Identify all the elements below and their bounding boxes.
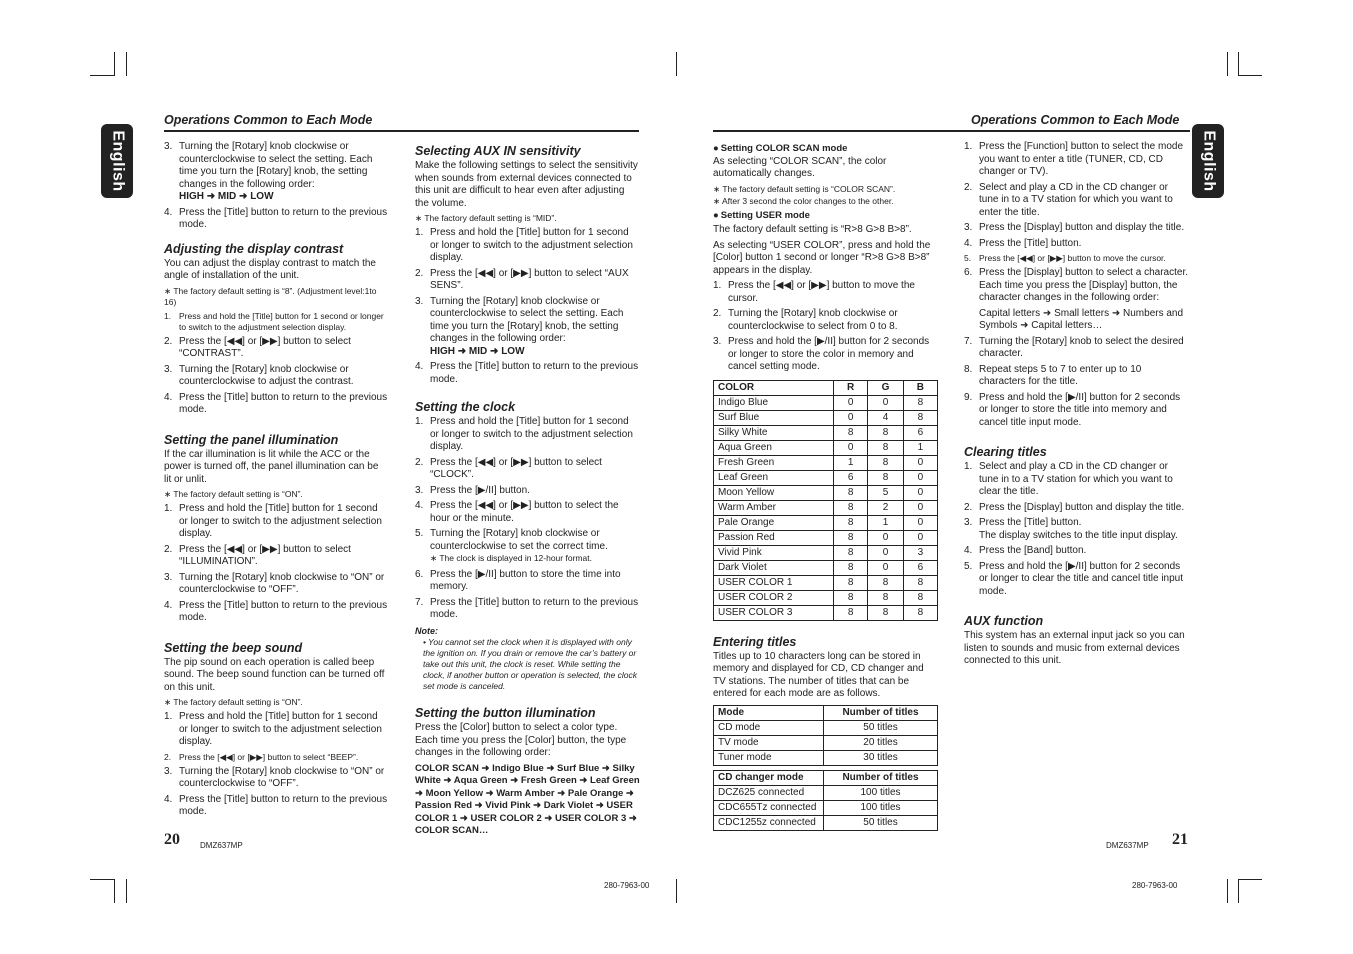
bullet-heading: ● Setting COLOR SCAN mode [713,143,938,156]
list-item: 1. Select and play a CD in the CD changer or tune in to a TV station for which you want to clear the title. [964,461,1173,497]
note: ∗ The factory default setting is “ON”. [164,489,303,499]
table-cell: Pale Orange [714,515,834,530]
note: ∗ The factory default setting is “COLOR SCAN”. [713,183,896,194]
table-cell: Indigo Blue [714,395,834,410]
table-header: COLOR [714,380,834,395]
right-column-1 [713,141,938,831]
list-item: 3. Turning the [Rotary] knob clockwise or counterclockwise to select the setting. Each time you turn the [Rotary] knob, the setting changes in the following order: HIGH ➜ MID ➜ LOW [415,295,624,357]
list-item: 4. Press the [Title] button to return to the previous mode. [415,361,639,385]
part-code: 280-7963-00 [604,881,650,890]
table-cell: 0 [903,485,937,500]
section-heading: Setting the beep sound [164,640,303,655]
list-item: 6. Press the [Display] button to select a character. Each time you press the [Display] button, the character changes in the following order: Capital letters ➜ Small letters ➜ Numbers and Symbols ➜ Capital letters… [964,267,1188,331]
table-cell: 0 [903,470,937,485]
table-cell: 8 [834,515,868,530]
note: ∗ The factory default setting is “8”. (Adjustment level:1to 16) [164,285,377,307]
language-tab: English [101,124,133,198]
list-item: 1. Press and hold the [Title] button for 1 second or longer to switch to the adjustment selection display. [164,310,384,332]
table-cell: 8 [868,470,903,485]
table-row [714,455,938,470]
table-cell: CDC655Tz connected [714,800,824,815]
list-item: 4. Press the [Title] button to return to the previous mode. [164,793,388,817]
list-item: 2. Press the [◀◀] or [▶▶] button to select “ILLUMINATION”. [164,543,351,567]
note-label: Note: [415,625,438,636]
table-header: CD changer mode [714,770,824,785]
paragraph: The pip sound on each operation is called beep sound. The beep sound function can be turned off on this unit. [164,656,385,693]
table-header: B [903,380,937,395]
table-cell: 0 [903,500,937,515]
table-cell: 0 [868,395,903,410]
table-row [714,515,938,530]
table-row [714,750,938,765]
table-cell: 30 titles [824,750,938,765]
table-header: Number of titles [824,705,938,720]
list-item: 7. Turning the [Rotary] knob to select the desired character. [964,335,1184,359]
table-cell: CD mode [714,720,824,735]
table-header: Mode [714,705,824,720]
page-number: 20 [164,831,180,848]
table-cell: 20 titles [824,735,938,750]
section-heading: Setting the clock [415,400,516,414]
header-rule [164,130,639,132]
table-cell: 8 [834,590,868,605]
table-cell: 8 [868,425,903,440]
list-item: 5. Turning the [Rotary] knob clockwise or counterclockwise to set the correct time. ∗ The clock is displayed in 12-hour format. [415,528,608,563]
crop-mark [1238,879,1262,880]
list-item: 2. Turning the [Rotary] knob clockwise or counterclockwise to select from 0 to 8. [713,308,898,332]
section-heading: AUX function [964,614,1044,628]
paragraph: As selecting “COLOR SCAN”, the color automatically changes. [713,155,887,179]
note: ∗ The factory default setting is “MID”. [415,213,557,223]
table-cell: 8 [834,560,868,575]
crop-mark [1227,879,1228,903]
table-cell: USER COLOR 2 [714,590,834,605]
list-item: 4. Press the [Title] button to return to the previous mode. [164,599,388,623]
table-row [714,720,938,735]
table-cell: 8 [903,590,937,605]
list-item: 7. Press the [Title] button to return to the previous mode. [415,596,639,620]
table-cell: 0 [868,560,903,575]
table-cell: 50 titles [824,815,938,830]
list-item: 3. Press the [Display] button and display the title. [964,222,1185,233]
section-heading: Setting the panel illumination [164,432,339,447]
crop-mark [1238,879,1239,903]
list-item: 2. Press the [◀◀] or [▶▶] button to select “CONTRAST”. [164,335,351,359]
crop-mark [114,879,115,903]
table-cell: 1 [834,455,868,470]
table-cell: 8 [834,530,868,545]
table-row [714,530,938,545]
header-rule [713,130,1190,132]
crop-mark [676,879,677,903]
table-cell: USER COLOR 3 [714,605,834,620]
paragraph: Press the [Color] button to select a color type. Each time you press the [Color] button, the type changes in the following order: [415,722,627,758]
changer-table [713,770,938,831]
language-tab: English [1192,124,1224,198]
table-cell: 8 [868,590,903,605]
crop-mark [126,52,127,76]
table-cell: 8 [868,440,903,455]
table-cell: 8 [903,605,937,620]
table-cell: 0 [834,440,868,455]
list-item: 4. Press the [Band] button. [964,545,1087,556]
table-cell: 8 [834,425,868,440]
table-cell: Silky White [714,425,834,440]
crop-mark [676,52,677,76]
list-item: 3. Turning the [Rotary] knob clockwise or counterclockwise to select the setting. Each time you turn the [Rotary] knob, the setting changes in the following order: HIGH ➜ MID ➜ LOW [164,141,373,202]
section-heading: Setting the button illumination [415,706,596,720]
table-row [714,395,938,410]
table-cell: 0 [834,395,868,410]
table-cell: Warm Amber [714,500,834,515]
list-item: 3. Turning the [Rotary] knob clockwise or counterclockwise to adjust the contrast. [164,363,354,387]
paragraph: You can adjust the display contrast to match the angle of installation of the unit. [164,257,376,281]
list-item: 1. Press the [◀◀] or [▶▶] button to move the cursor. [713,280,915,304]
crop-mark [126,879,127,903]
list-item: 5. Press and hold the [▶/II] button for 2 seconds or longer to clear the title and cancel title input mode. [964,560,1184,597]
section-heading: Clearing titles [964,445,1047,459]
section-heading: Entering titles [713,634,797,649]
table-cell: 0 [868,545,903,560]
list-item: 3. Turning the [Rotary] knob clockwise to “ON” or counterclockwise to “OFF”. [164,765,385,789]
table-row [714,485,938,500]
list-item: 5. Press the [◀◀] or [▶▶] button to move the cursor. [964,253,1166,263]
table-cell: Passion Red [714,530,834,545]
table-row [714,470,938,485]
table-cell: 0 [903,455,937,470]
table-cell: 6 [834,470,868,485]
crop-mark [90,879,114,880]
list-item: 1. Press and hold the [Title] button for 1 second or longer to switch to the adjustment selection display. [415,227,633,263]
table-cell: 0 [903,530,937,545]
table-row [714,815,938,830]
list-item: 3. Turning the [Rotary] knob clockwise to “ON” or counterclockwise to “OFF”. [164,571,385,595]
page-header: Operations Common to Each Mode [971,113,1180,127]
table-row [714,440,938,455]
table-cell: 8 [834,485,868,500]
table-cell: CDC1255z connected [714,815,824,830]
table-cell: 0 [903,515,937,530]
right-column-2 [964,141,1190,671]
table-cell: 4 [868,410,903,425]
table-cell: 8 [834,605,868,620]
mode-table [713,705,938,766]
list-item: 1. Press and hold the [Title] button for 1 second or longer to switch to the adjustment selection display. [164,503,382,539]
bullet-heading: ● Setting USER mode [713,210,938,223]
part-code: 280-7963-00 [1132,881,1178,890]
table-cell: 8 [903,410,937,425]
table-row [714,545,938,560]
left-column-2 [415,134,640,838]
left-column-1 [164,141,388,822]
list-item: 4. Press the [Title] button to return to the previous mode. [164,206,388,230]
list-item: 3. Press the [▶/II] button. [415,484,530,496]
crop-mark [114,52,115,76]
table-cell: TV mode [714,735,824,750]
model-label: DMZ637MP [1106,841,1149,850]
list-item: 2. Select and play a CD in the CD changer or tune in to a TV station for which you want to enter the title. [964,181,1173,218]
table-header: R [834,380,868,395]
table-cell: 8 [834,500,868,515]
table-cell: 8 [903,395,937,410]
table-cell: 8 [868,605,903,620]
table-row [714,425,938,440]
page-number: 21 [1172,831,1188,848]
crop-mark [1238,75,1262,76]
table-row [714,590,938,605]
table-row [714,800,938,815]
table-cell: 5 [868,485,903,500]
list-item: 9. Press and hold the [▶/II] button for 2 seconds or longer to store the title into memory and cancel title input mode. [964,391,1181,428]
table-cell: 1 [868,515,903,530]
paragraph: Make the following settings to select the sensitivity when sounds from external devices connected to this unit are difficult to hear even after adjusting the volume. [415,160,638,209]
paragraph: If the car illumination is lit while the ACC or the power is turned off, the panel illumination can be lit or unlit. [164,448,379,485]
note: • You cannot set the clock when it is displayed with only the ignition on. If you drain or remove the car’s battery or take out this unit, the clock is reset. While setting the clock, if another button or operation is selected, the clock set mode is canceled. [423,637,638,691]
list-item: 4. Press the [Title] button. [964,237,1082,249]
table-cell: Fresh Green [714,455,834,470]
table-cell: Moon Yellow [714,485,834,500]
table-cell: 100 titles [824,800,938,815]
table-row [714,785,938,800]
table-row [714,575,938,590]
table-cell: USER COLOR 1 [714,575,834,590]
table-cell: Dark Violet [714,560,834,575]
table-cell: 8 [834,545,868,560]
section-heading: Selecting AUX IN sensitivity [415,144,581,158]
table-cell: 8 [903,575,937,590]
list-item: 6. Press the [▶/II] button to store the time into memory. [415,568,621,592]
list-item: 2. Press the [◀◀] or [▶▶] button to select “BEEP”. [164,751,359,762]
page-header: Operations Common to Each Mode [164,113,373,127]
table-header: Number of titles [824,770,938,785]
table-cell: 8 [868,455,903,470]
table-cell: 2 [868,500,903,515]
list-item: 3. Press the [Title] button. The display switches to the title input display. [964,517,1178,541]
crop-mark [1238,52,1239,76]
table-cell: Surf Blue [714,410,834,425]
table-header: G [868,380,903,395]
table-cell: 8 [868,575,903,590]
table-cell: Tuner mode [714,750,824,765]
note: ∗ The factory default setting is “ON”. [164,697,303,707]
paragraph: Titles up to 10 characters long can be stored in memory and displayed for CD, CD changer and TV stations. The number of titles that can be entered for each mode are as follows. [713,650,924,699]
crop-mark [90,75,114,76]
color-table [713,380,938,621]
list-item: 2. Press the [◀◀] or [▶▶] button to select “CLOCK”. [415,456,602,480]
table-row [714,410,938,425]
table-cell: 1 [903,440,937,455]
table-cell: Aqua Green [714,440,834,455]
paragraph: This system has an external input jack so you can listen to sounds and music from external devices connected to this unit. [964,630,1185,666]
table-cell: 6 [903,560,937,575]
list-item: 4. Press the [Title] button to return to the previous mode. [164,391,388,415]
table-cell: 0 [834,410,868,425]
table-cell: Vivid Pink [714,545,834,560]
crop-mark [1227,52,1228,76]
table-row [714,560,938,575]
table-row [714,605,938,620]
table-cell: 6 [903,425,937,440]
list-item: 2. Press the [◀◀] or [▶▶] button to select “AUX SENS”. [415,267,629,291]
table-cell: 0 [868,530,903,545]
list-item: 4. Press the [◀◀] or [▶▶] button to select the hour or the minute. [415,500,619,524]
table-cell: 8 [834,575,868,590]
list-item: 1. Press and hold the [Title] button for 1 second or longer to switch to the adjustment selection display. [415,416,633,452]
list-item: 8. Repeat steps 5 to 7 to enter up to 10 characters for the title. [964,363,1142,387]
table-row [714,735,938,750]
list-item: 2. Press the [Display] button and display the title. [964,501,1185,513]
table-cell: 3 [903,545,937,560]
table-row [714,500,938,515]
list-item: 1. Press the [Function] button to select the mode you want to enter a title (TUNER, CD, CD changer or TV). [964,141,1184,177]
list-item: 1. Press and hold the [Title] button for 1 second or longer to switch to the adjustment selection display. [164,711,382,747]
model-label: DMZ637MP [200,841,243,850]
section-heading: Adjusting the display contrast [164,241,344,256]
table-cell: 100 titles [824,785,938,800]
table-cell: DCZ625 connected [714,785,824,800]
table-cell: 50 titles [824,720,938,735]
table-cell: Leaf Green [714,470,834,485]
paragraph: The factory default setting is “R>8 G>8 B>8”. [713,224,912,235]
color-order: COLOR SCAN ➜ Indigo Blue ➜ Surf Blue ➜ Silky White ➜ Aqua Green ➜ Fresh Green ➜ Leaf Green ➜ Moon Yellow ➜ Warm Amber ➜ Pale Orange ➜ Passion Red ➜ Vivid Pink ➜ Dark Violet ➜ USER COLOR 1 ➜ USER COLOR 2 ➜ USER COLOR 3 ➜ COLOR SCAN… [415,762,640,836]
paragraph: As selecting “USER COLOR”, press and hold the [Color] button 1 second or longer “R>8 G>8 B>8” appears in the display. [713,239,931,276]
note: ∗ After 3 second the color changes to the other. [713,195,894,206]
list-item: 3. Press and hold the [▶/II] button for 2 seconds or longer to store the color in memory and cancel setting mode. [713,336,930,372]
